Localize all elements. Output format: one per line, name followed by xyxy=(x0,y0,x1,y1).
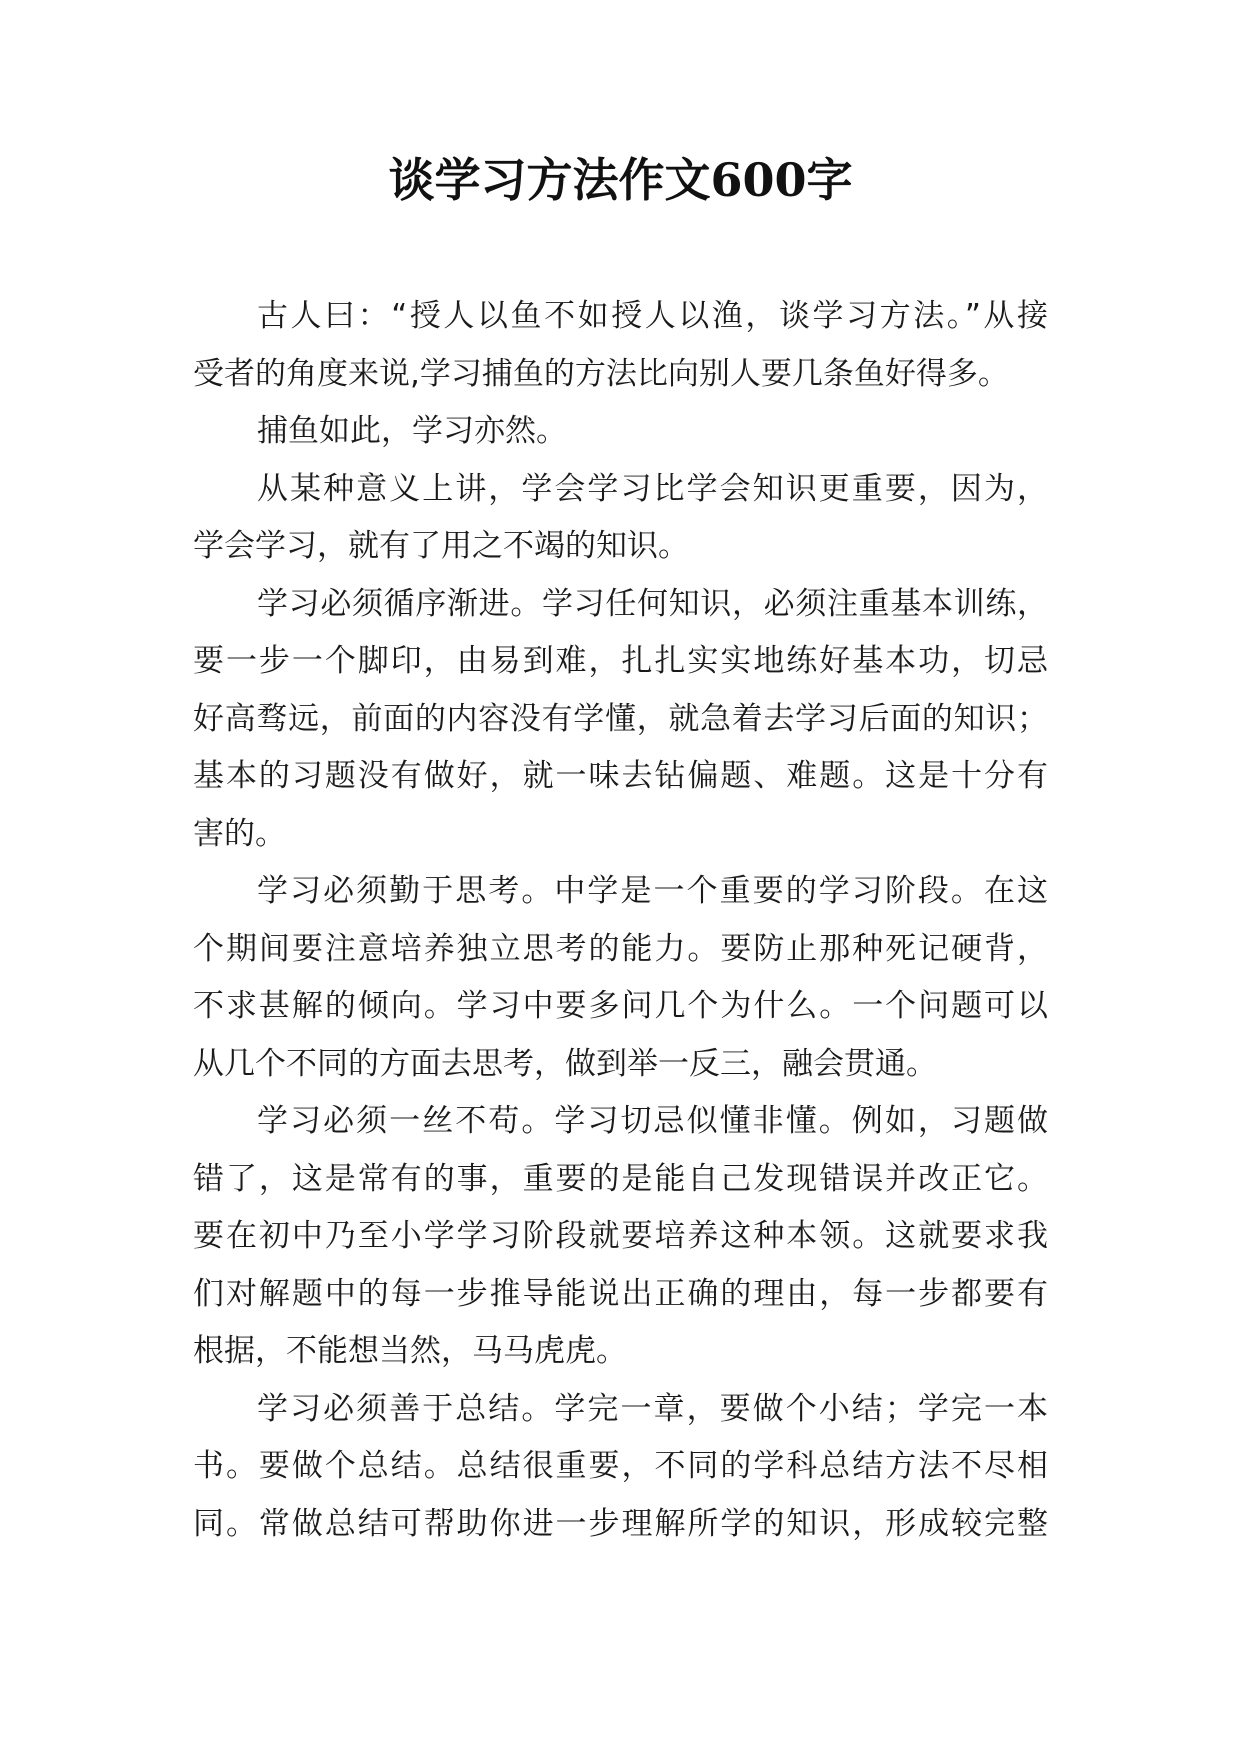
paragraph-line: 要一步一个脚印，由易到难，扎扎实实地练好基本功，切忌 xyxy=(193,643,1048,679)
paragraph-line: 学会学习，就有了用之不竭的知识。 xyxy=(193,528,689,564)
paragraph-line: 学习必须勤于思考。中学是一个重要的学习阶段。在这 xyxy=(257,873,1048,909)
paragraph-line: 捕鱼如此，学习亦然。 xyxy=(257,413,567,449)
paragraph-line: 根据，不能想当然，马马虎虎。 xyxy=(193,1333,627,1369)
paragraph-line: 从几个不同的方面去思考，做到举一反三，融会贯通。 xyxy=(193,1045,937,1082)
paragraph-line: 好高骛远，前面的内容没有学懂，就急着去学习后面的知识； xyxy=(193,700,1048,737)
paragraph-line: 学习必须一丝不苟。学习切忌似懂非懂。例如，习题做 xyxy=(257,1103,1048,1139)
paragraph-line: 要在初中乃至小学学习阶段就要培养这种本领。这就要求我 xyxy=(193,1218,1048,1254)
paragraph-line: 书。要做个总结。总结很重要，不同的学科总结方法不尽相 xyxy=(193,1448,1048,1484)
paragraph-line: 学习必须善于总结。学完一章，要做个小结；学完一本 xyxy=(257,1390,1048,1427)
paragraph-line: 古人曰：“授人以鱼不如授人以渔，谈学习方法。”从接 xyxy=(257,298,1048,334)
document-body xyxy=(193,288,1048,1553)
paragraph-line: 受者的角度来说,学习捕鱼的方法比向别人要几条鱼好得多。 xyxy=(193,355,1009,392)
document-title: 谈学习方法作文600字 xyxy=(388,153,853,207)
paragraph-line: 从某种意义上讲，学会学习比学会知识更重要，因为， xyxy=(257,470,1048,507)
paragraph-line: 学习必须循序渐进。学习任何知识，必须注重基本训练， xyxy=(257,585,1048,622)
paragraph-line: 同。常做总结可帮助你进一步理解所学的知识，形成较完整 xyxy=(193,1505,1048,1542)
paragraph-line: 基本的习题没有做好，就一味去钻偏题、难题。这是十分有 xyxy=(193,758,1048,794)
paragraph-line: 不求甚解的倾向。学习中要多问几个为什么。一个问题可以 xyxy=(193,988,1048,1024)
paragraph-line: 们对解题中的每一步推导能说出正确的理由，每一步都要有 xyxy=(193,1275,1048,1312)
paragraph-line: 错了，这是常有的事，重要的是能自己发现错误并改正它。 xyxy=(193,1160,1048,1197)
paragraph-line: 个期间要注意培养独立思考的能力。要防止那种死记硬背， xyxy=(193,930,1048,967)
paragraph-line: 害的。 xyxy=(193,815,286,852)
